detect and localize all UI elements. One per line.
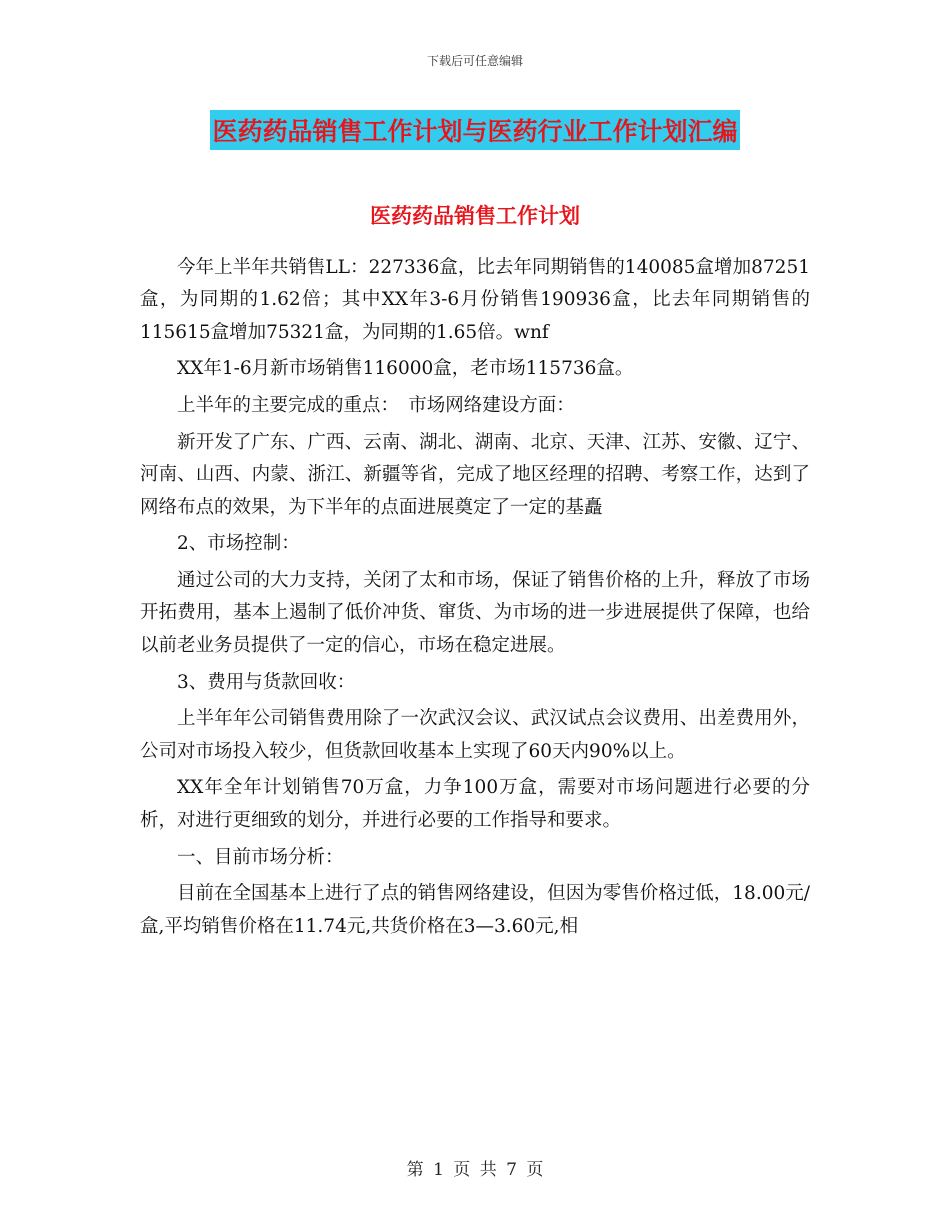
paragraph: 上半年的主要完成的重点： 市场网络建设方面： (177, 395, 575, 417)
document-title: 医药药品销售工作计划与医药行业工作计划汇编 (210, 110, 739, 150)
paragraph: 3、费用与货款回收： (177, 671, 356, 693)
document-title-wrap (0, 110, 950, 150)
document-body (140, 252, 810, 947)
paragraph: 今年上半年共销售LL：227336盒，比去年同期销售的140085盒增加87251盒，为同期的1.62倍；其中XX年3-6月份销售190936盒，比去年同期销售的115615盒增加75321盒，为同期的1.65倍。wnf (140, 257, 810, 343)
paragraph: 通过公司的大力支持，关闭了太和市场，保证了销售价格的上升，释放了市场开拓费用，基本上遏制了低价冲货、窜货、为市场的进一步进展提供了保障，也给以前老业务员提供了一定的信心，市场在稳定进展。 (140, 570, 810, 656)
paragraph: 新开发了广东、广西、云南、湖北、湖南、北京、天津、江苏、安徽、辽宁、河南、山西、内蒙、浙江、新疆等省，完成了地区经理的招聘、考察工作，达到了网络布点的效果，为下半年的点面进展奠定了一定的基矗 (140, 431, 810, 518)
paragraph: 上半年年公司销售费用除了一次武汉会议、武汉试点会议费用、出差费用外，公司对市场投入较少，但货款回收基本上实现了60天内90%以上。 (140, 708, 810, 762)
paragraph: XX年全年计划销售70万盒，力争100万盒，需要对市场问题进行必要的分析，对进行更细致的划分，并进行必要的工作指导和要求。 (140, 777, 810, 831)
page-number: 第 1 页 共 7 页 (406, 1160, 544, 1180)
paragraph: 2、市场控制： (177, 533, 300, 555)
paragraph: XX年1-6月新市场销售116000盒，老市场115736盒。 (177, 358, 634, 380)
paragraph: 目前在全国基本上进行了点的销售网络建设，但因为零售价格过低，18.00元/盒,平均销售价格在11.74元,共货价格在3—3.60元,相 (140, 883, 810, 937)
page-header-note: 下载后可任意编辑 (426, 54, 523, 68)
paragraph: 一、目前市场分析： (177, 846, 344, 868)
section-title: 医药药品销售工作计划 (370, 203, 580, 228)
